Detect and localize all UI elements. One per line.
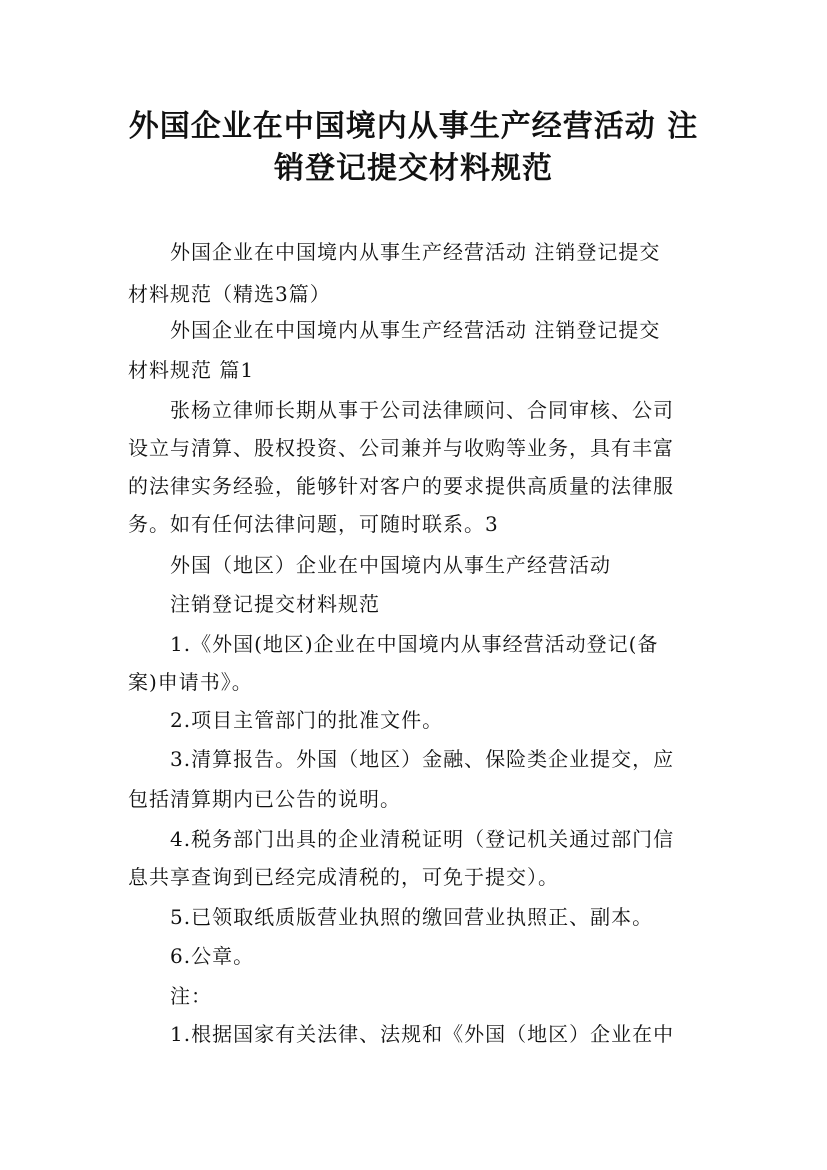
- body-line-15: 包括清算期内已公告的说明。: [128, 787, 401, 811]
- body-line-14: 3.清算报告。外国（地区）金融、保险类企业提交，应: [170, 747, 675, 771]
- body-line-19: 6.公章。: [170, 944, 255, 968]
- body-line-6: 设立与清算、股权投资、公司兼并与收购等业务，具有丰富: [128, 436, 674, 460]
- body-line-20: 注：: [170, 984, 212, 1008]
- body-line-21: 1.根据国家有关法律、法规和《外国（地区）企业在中: [170, 1022, 675, 1046]
- body-line-4: 材料规范 篇1: [128, 358, 255, 382]
- body-line-10: 注销登记提交材料规范: [170, 592, 380, 616]
- body-line-13: 2.项目主管部门的批准文件。: [170, 708, 444, 732]
- body-line-17: 息共享查询到已经完成清税的，可免于提交）。: [128, 865, 559, 889]
- body-line-8: 务。如有任何法律问题，可随时联系。3: [128, 512, 499, 536]
- body-line-12: 案)申请书》。: [128, 670, 253, 694]
- body-line-7: 的法律实务经验，能够针对客户的要求提供高质量的法律服: [128, 474, 674, 498]
- body-line-2: 材料规范（精选3篇）: [128, 282, 331, 306]
- document-title-line-2: 销登记提交材料规范: [274, 151, 553, 186]
- body-line-1: 外国企业在中国境内从事生产经营活动 注销登记提交: [170, 240, 661, 264]
- document-title-line-1: 外国企业在中国境内从事生产经营活动 注: [128, 109, 699, 144]
- body-line-5: 张杨立律师长期从事于公司法律顾问、合同审核、公司: [170, 398, 674, 422]
- body-line-11: 1.《外国(地区)企业在中国境内从事经营活动登记(备: [170, 632, 659, 656]
- body-line-3: 外国企业在中国境内从事生产经营活动 注销登记提交: [170, 318, 661, 342]
- body-line-18: 5.已领取纸质版营业执照的缴回营业执照正、副本。: [170, 905, 654, 929]
- body-line-16: 4.税务部门出具的企业清税证明（登记机关通过部门信: [170, 827, 675, 851]
- body-line-9: 外国（地区）企业在中国境内从事生产经营活动: [170, 553, 611, 577]
